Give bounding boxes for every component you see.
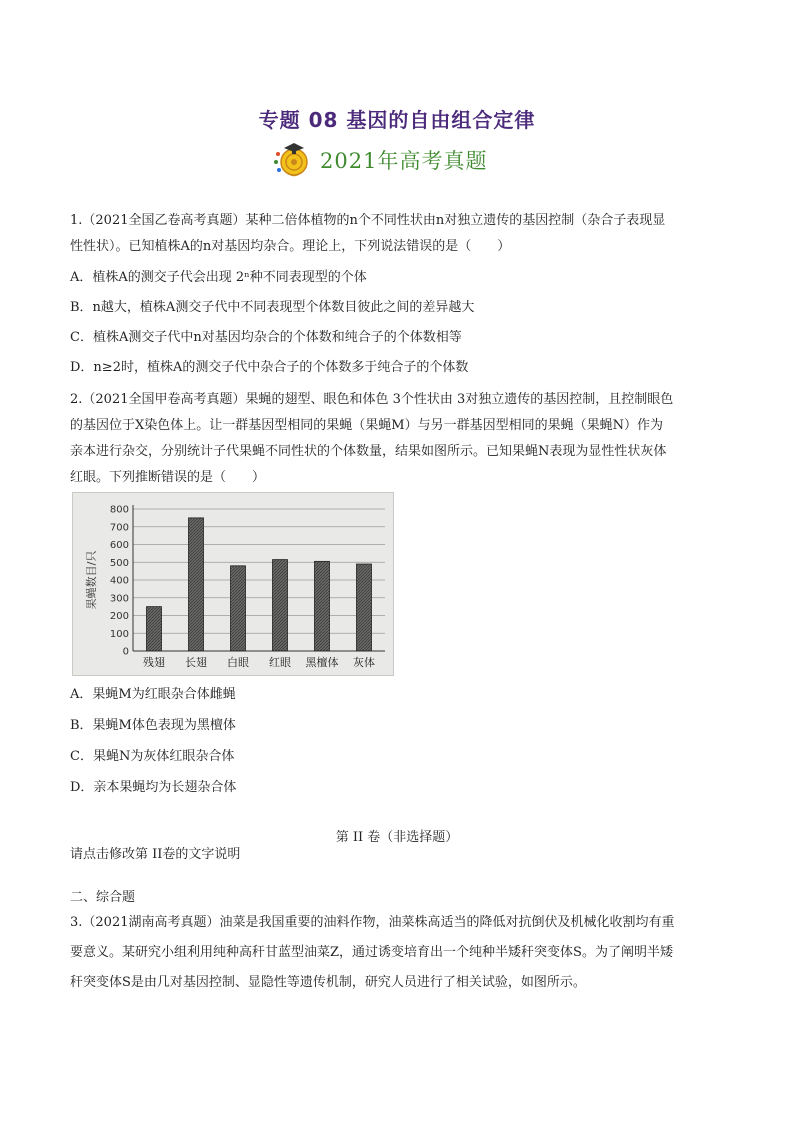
q1-stem-line1: 1.（2021全国乙卷高考真题）某种二倍体植物的n个不同性状由n对独立遗传的基因控制（杂合子表现显 (70, 213, 666, 228)
y-tick-label: 400 (109, 575, 129, 587)
bar (357, 564, 372, 651)
x-tick-label: 长翅 (185, 656, 207, 669)
q3-stem-line2: 要意义。某研究小组利用纯种高秆甘蓝型油菜Z，通过诱变培育出一个纯种半矮秆突变体S。为了阐明半矮 (70, 945, 673, 960)
q1-option-a: A．植株A的测交子代会出现 2ⁿ种不同表现型的个体 (70, 270, 367, 285)
q1-option-c: C．植株A测交子代中n对基因均杂合的个体数和纯合子的个体数相等 (70, 330, 462, 345)
section-instruction[interactable]: 请点击修改第 II卷的文字说明 (70, 847, 241, 862)
y-tick-label: 500 (109, 557, 129, 569)
bar-chart (72, 492, 394, 676)
y-tick-label: 300 (109, 593, 129, 605)
bar (147, 607, 162, 651)
section-heading: 第 II 卷（非选择题） (335, 830, 459, 845)
q2-stem-line3: 亲本进行杂交，分别统计子代果蝇不同性状的个体数量，结果如图所示。已知果蝇N表现为显性性状灰体 (70, 444, 667, 459)
q2-option-b: B．果蝇M体色表现为黑檀体 (70, 718, 236, 733)
y-tick-label: 600 (109, 540, 129, 551)
bar-chart-svg (73, 493, 393, 675)
y-axis-label: 果蝇数目/只 (85, 550, 98, 610)
x-tick-label: 灰体 (353, 656, 375, 669)
q2-stem-line4: 红眼。下列推断错误的是（ ） (70, 470, 266, 485)
q3-stem-line1: 3.（2021湖南高考真题）油菜是我国重要的油料作物，油菜株高适当的降低对抗倒伏及机械化收割均有重 (70, 915, 675, 930)
subtitle: 2021年高考真题 (320, 149, 488, 173)
y-tick-label: 200 (109, 611, 129, 622)
y-tick-label: 0 (122, 646, 129, 658)
q1-stem-line2: 性性状）。已知植株A的n对基因均杂合。理论上，下列说法错误的是（ ） (70, 239, 511, 254)
x-tick-label: 黑檀体 (305, 656, 339, 669)
y-tick-label: 100 (109, 628, 129, 640)
bar (273, 560, 288, 651)
y-tick-label: 800 (109, 504, 129, 516)
q1-option-d: D．n≥2时，植株A的测交子代中杂合子的个体数多于纯合子的个体数 (70, 360, 469, 375)
bar (189, 518, 204, 651)
q2-stem-line1: 2.（2021全国甲卷高考真题）果蝇的翅型、眼色和体色 3个性状由 3对独立遗传的基因控制，且控制眼色 (70, 392, 674, 407)
bar (315, 561, 330, 651)
q2-option-c: C．果蝇N为灰体红眼杂合体 (70, 749, 235, 764)
q2-option-a: A．果蝇M为红眼杂合体雌蝇 (70, 687, 236, 702)
x-tick-label: 残翅 (143, 656, 165, 669)
q2-stem-line2: 的基因位于X染色体上。让一群基因型相同的果蝇（果蝇M）与另一群基因型相同的果蝇（果蝇N）作为 (70, 418, 663, 433)
x-tick-label: 白眼 (227, 656, 249, 669)
y-tick-label: 700 (109, 522, 129, 534)
q3-stem-line3: 秆突变体S是由几对基因控制、显隐性等遗传机制，研究人员进行了相关试验，如图所示。 (70, 975, 586, 990)
x-tick-label: 红眼 (269, 656, 291, 669)
part-heading: 二、综合题 (70, 890, 136, 905)
bar (231, 566, 246, 651)
q2-option-d: D．亲本果蝇均为长翅杂合体 (70, 780, 237, 795)
page-title: 专题 08 基因的自由组合定律 (258, 108, 536, 132)
q1-option-b: B．n越大，植株A测交子代中不同表现型个体数目彼此之间的差异越大 (70, 300, 475, 315)
mascot-logo-icon (270, 140, 314, 180)
subtitle-banner (270, 140, 487, 180)
